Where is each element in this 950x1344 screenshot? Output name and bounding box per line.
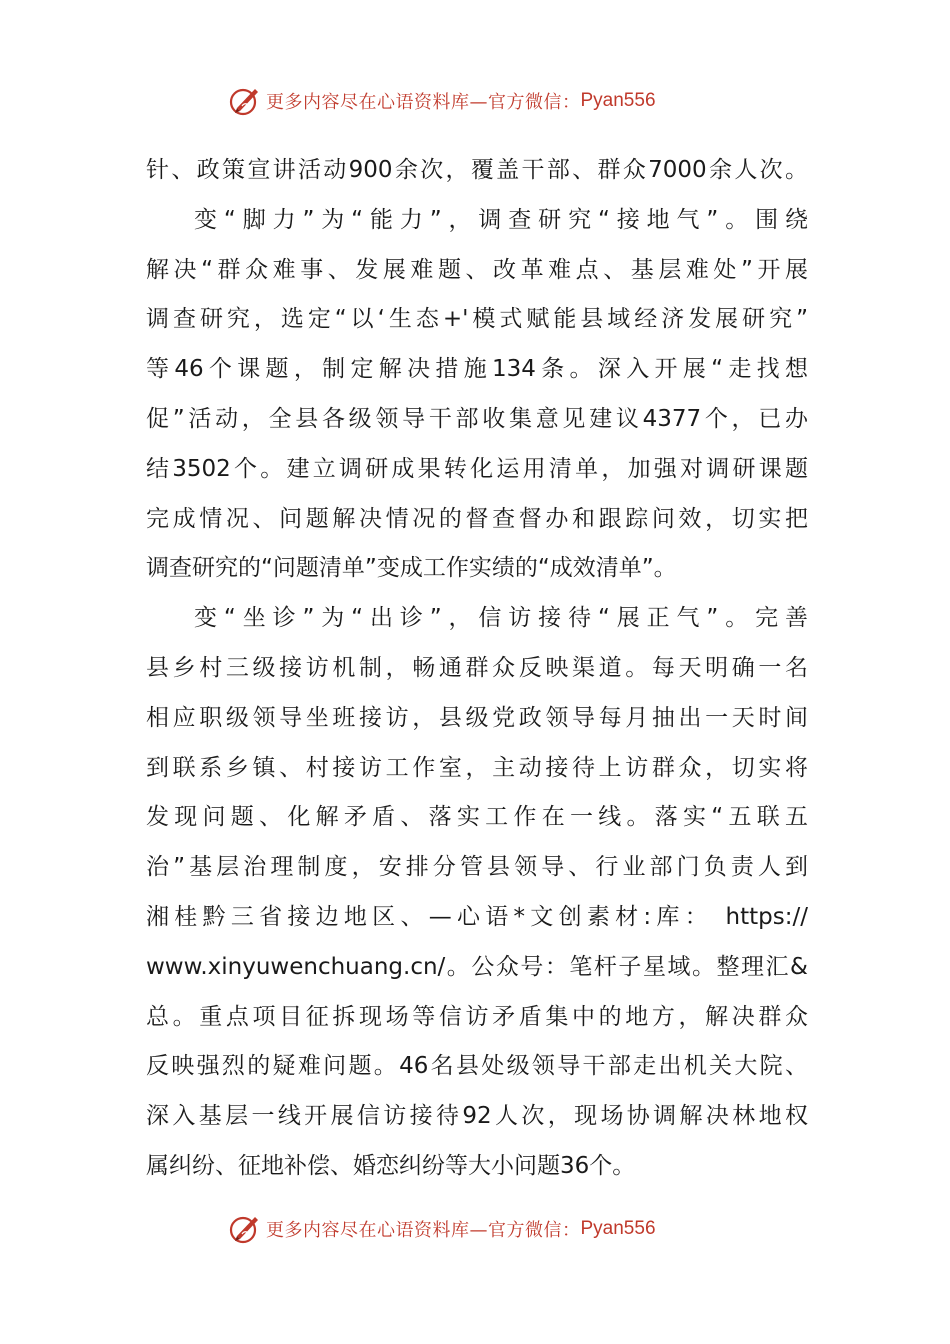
document-body (146, 146, 808, 1192)
text-line: 深入基层一线开展信访接待92人次，现场协调解决林地权 (146, 1103, 808, 1130)
text-line: 完成情况、问题解决情况的督查督办和跟踪问效，切实把 (146, 505, 808, 532)
text-line: 属纠纷、征地补偿、婚恋纠纷等大小问题36个。 (146, 1152, 636, 1179)
text-line: www.xinyuwenchuang.cn/。公众号：笔杆子星域。整理汇& (146, 953, 808, 980)
text-line: 变“脚力”为“能力”，调查研究“接地气”。围绕 (194, 206, 808, 233)
text-line: 促”活动，全县各级领导干部收集意见建议4377个，已办 (146, 405, 808, 432)
text-line: 湘桂黔三省接边地区、—心语*文创素材:库： https:// (146, 903, 808, 930)
watermark-text: 更多内容尽在心语资料库—官方微信： (266, 92, 581, 113)
text-line: 发现问题、化解矛盾、落实工作在一线。落实“五联五 (146, 804, 808, 831)
watermark-footer (228, 1212, 728, 1246)
text-line: 到联系乡镇、村接访工作室，主动接待上访群众，切实将 (146, 754, 808, 781)
watermark-text: 更多内容尽在心语资料库—官方微信： (266, 1220, 581, 1241)
text-line: 相应职级领导坐班接访，县级党政领导每月抽出一天时间 (146, 704, 808, 731)
pen-logo-icon (228, 1212, 262, 1246)
pen-logo-icon (228, 84, 262, 118)
text-line: 结3502个。建立调研成果转化运用清单，加强对调研课题 (146, 455, 808, 482)
text-line: 变“坐诊”为“出诊”，信访接待“展正气”。完善 (194, 605, 808, 632)
text-line: 治”基层治理制度，安排分管县领导、行业部门负责人到 (146, 854, 808, 881)
text-line: 等46个课题，制定解决措施134条。深入开展“走找想 (146, 356, 808, 383)
watermark-handle: Pyan556 (580, 90, 656, 111)
text-line: 总。重点项目征拆现场等信访矛盾集中的地方，解决群众 (146, 1003, 808, 1030)
text-line: 县乡村三级接访机制，畅通群众反映渠道。每天明确一名 (146, 654, 808, 681)
text-line: 反映强烈的疑难问题。46名县处级领导干部走出机关大院、 (146, 1053, 808, 1080)
text-line: 调查研究，选定“以‘生态+'模式赋能县域经济发展研究” (146, 306, 808, 333)
text-line: 调查研究的“问题清单”变成工作实绩的“成效清单”。 (146, 555, 677, 582)
watermark-header (228, 84, 728, 118)
text-line: 解决“群众难事、发展难题、改革难点、基层难处”开展 (146, 256, 808, 283)
text-line: 针、政策宣讲活动900余次，覆盖干部、群众7000余人次。 (146, 157, 808, 183)
watermark-handle: Pyan556 (580, 1218, 656, 1239)
